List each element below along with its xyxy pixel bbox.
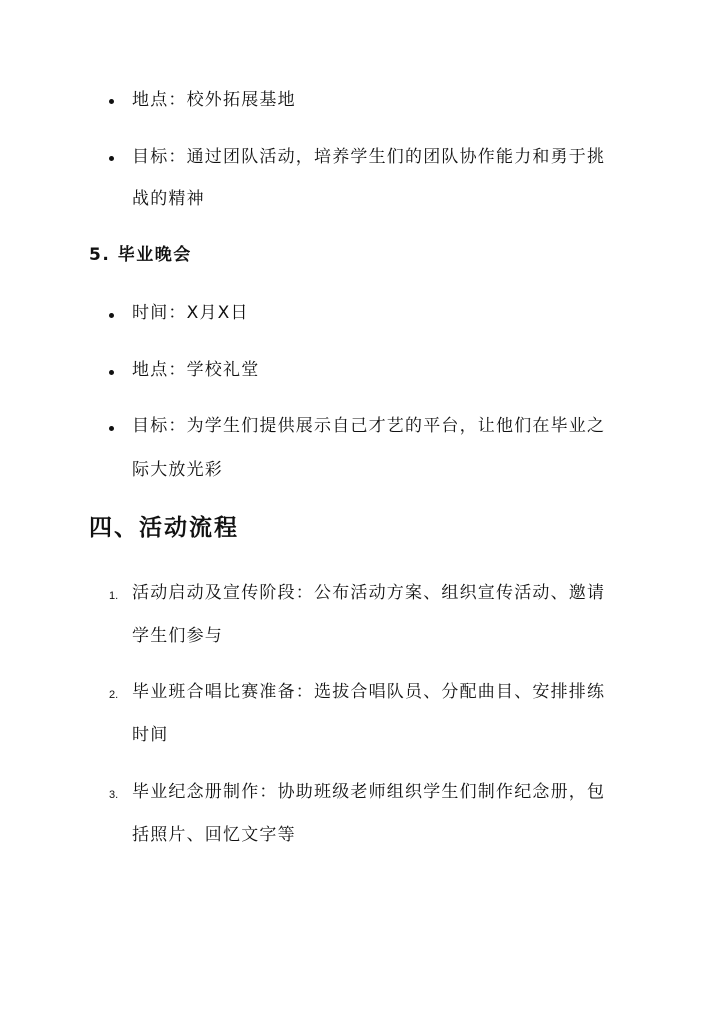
subheading-graduation-party: 5. 毕业晚会	[89, 245, 192, 265]
step-line2: 时间	[132, 725, 169, 745]
list-item-goal-line1: 目标：为学生们提供展示自己才艺的平台，让他们在毕业之	[132, 416, 606, 436]
bullet-icon	[109, 156, 114, 161]
list-item-location: 地点：校外拓展基地	[132, 90, 296, 110]
list-number: 1.	[109, 590, 119, 602]
list-number: 3.	[109, 789, 119, 801]
list-item-location: 地点：学校礼堂	[132, 360, 260, 380]
bullet-icon	[109, 313, 114, 318]
step-line2: 括照片、回忆文字等	[132, 825, 296, 845]
section-heading-process: 四、活动流程	[89, 515, 239, 541]
list-item-goal-line2: 战的精神	[132, 189, 205, 209]
list-number: 2.	[109, 689, 119, 701]
bullet-icon	[109, 426, 114, 431]
step-line1: 活动启动及宣传阶段：公布活动方案、组织宣传活动、邀请	[132, 583, 606, 603]
step-line1: 毕业班合唱比赛准备：选拔合唱队员、分配曲目、安排排练	[132, 682, 606, 702]
bullet-icon	[109, 370, 114, 375]
list-item-time: 时间：X月X日	[132, 303, 249, 323]
list-item-goal-line2: 际大放光彩	[132, 460, 223, 480]
step-line1: 毕业纪念册制作：协助班级老师组织学生们制作纪念册，包	[132, 782, 606, 802]
bullet-icon	[109, 99, 114, 104]
list-item-goal-line1: 目标：通过团队活动，培养学生们的团队协作能力和勇于挑	[132, 147, 606, 167]
step-line2: 学生们参与	[132, 626, 223, 646]
